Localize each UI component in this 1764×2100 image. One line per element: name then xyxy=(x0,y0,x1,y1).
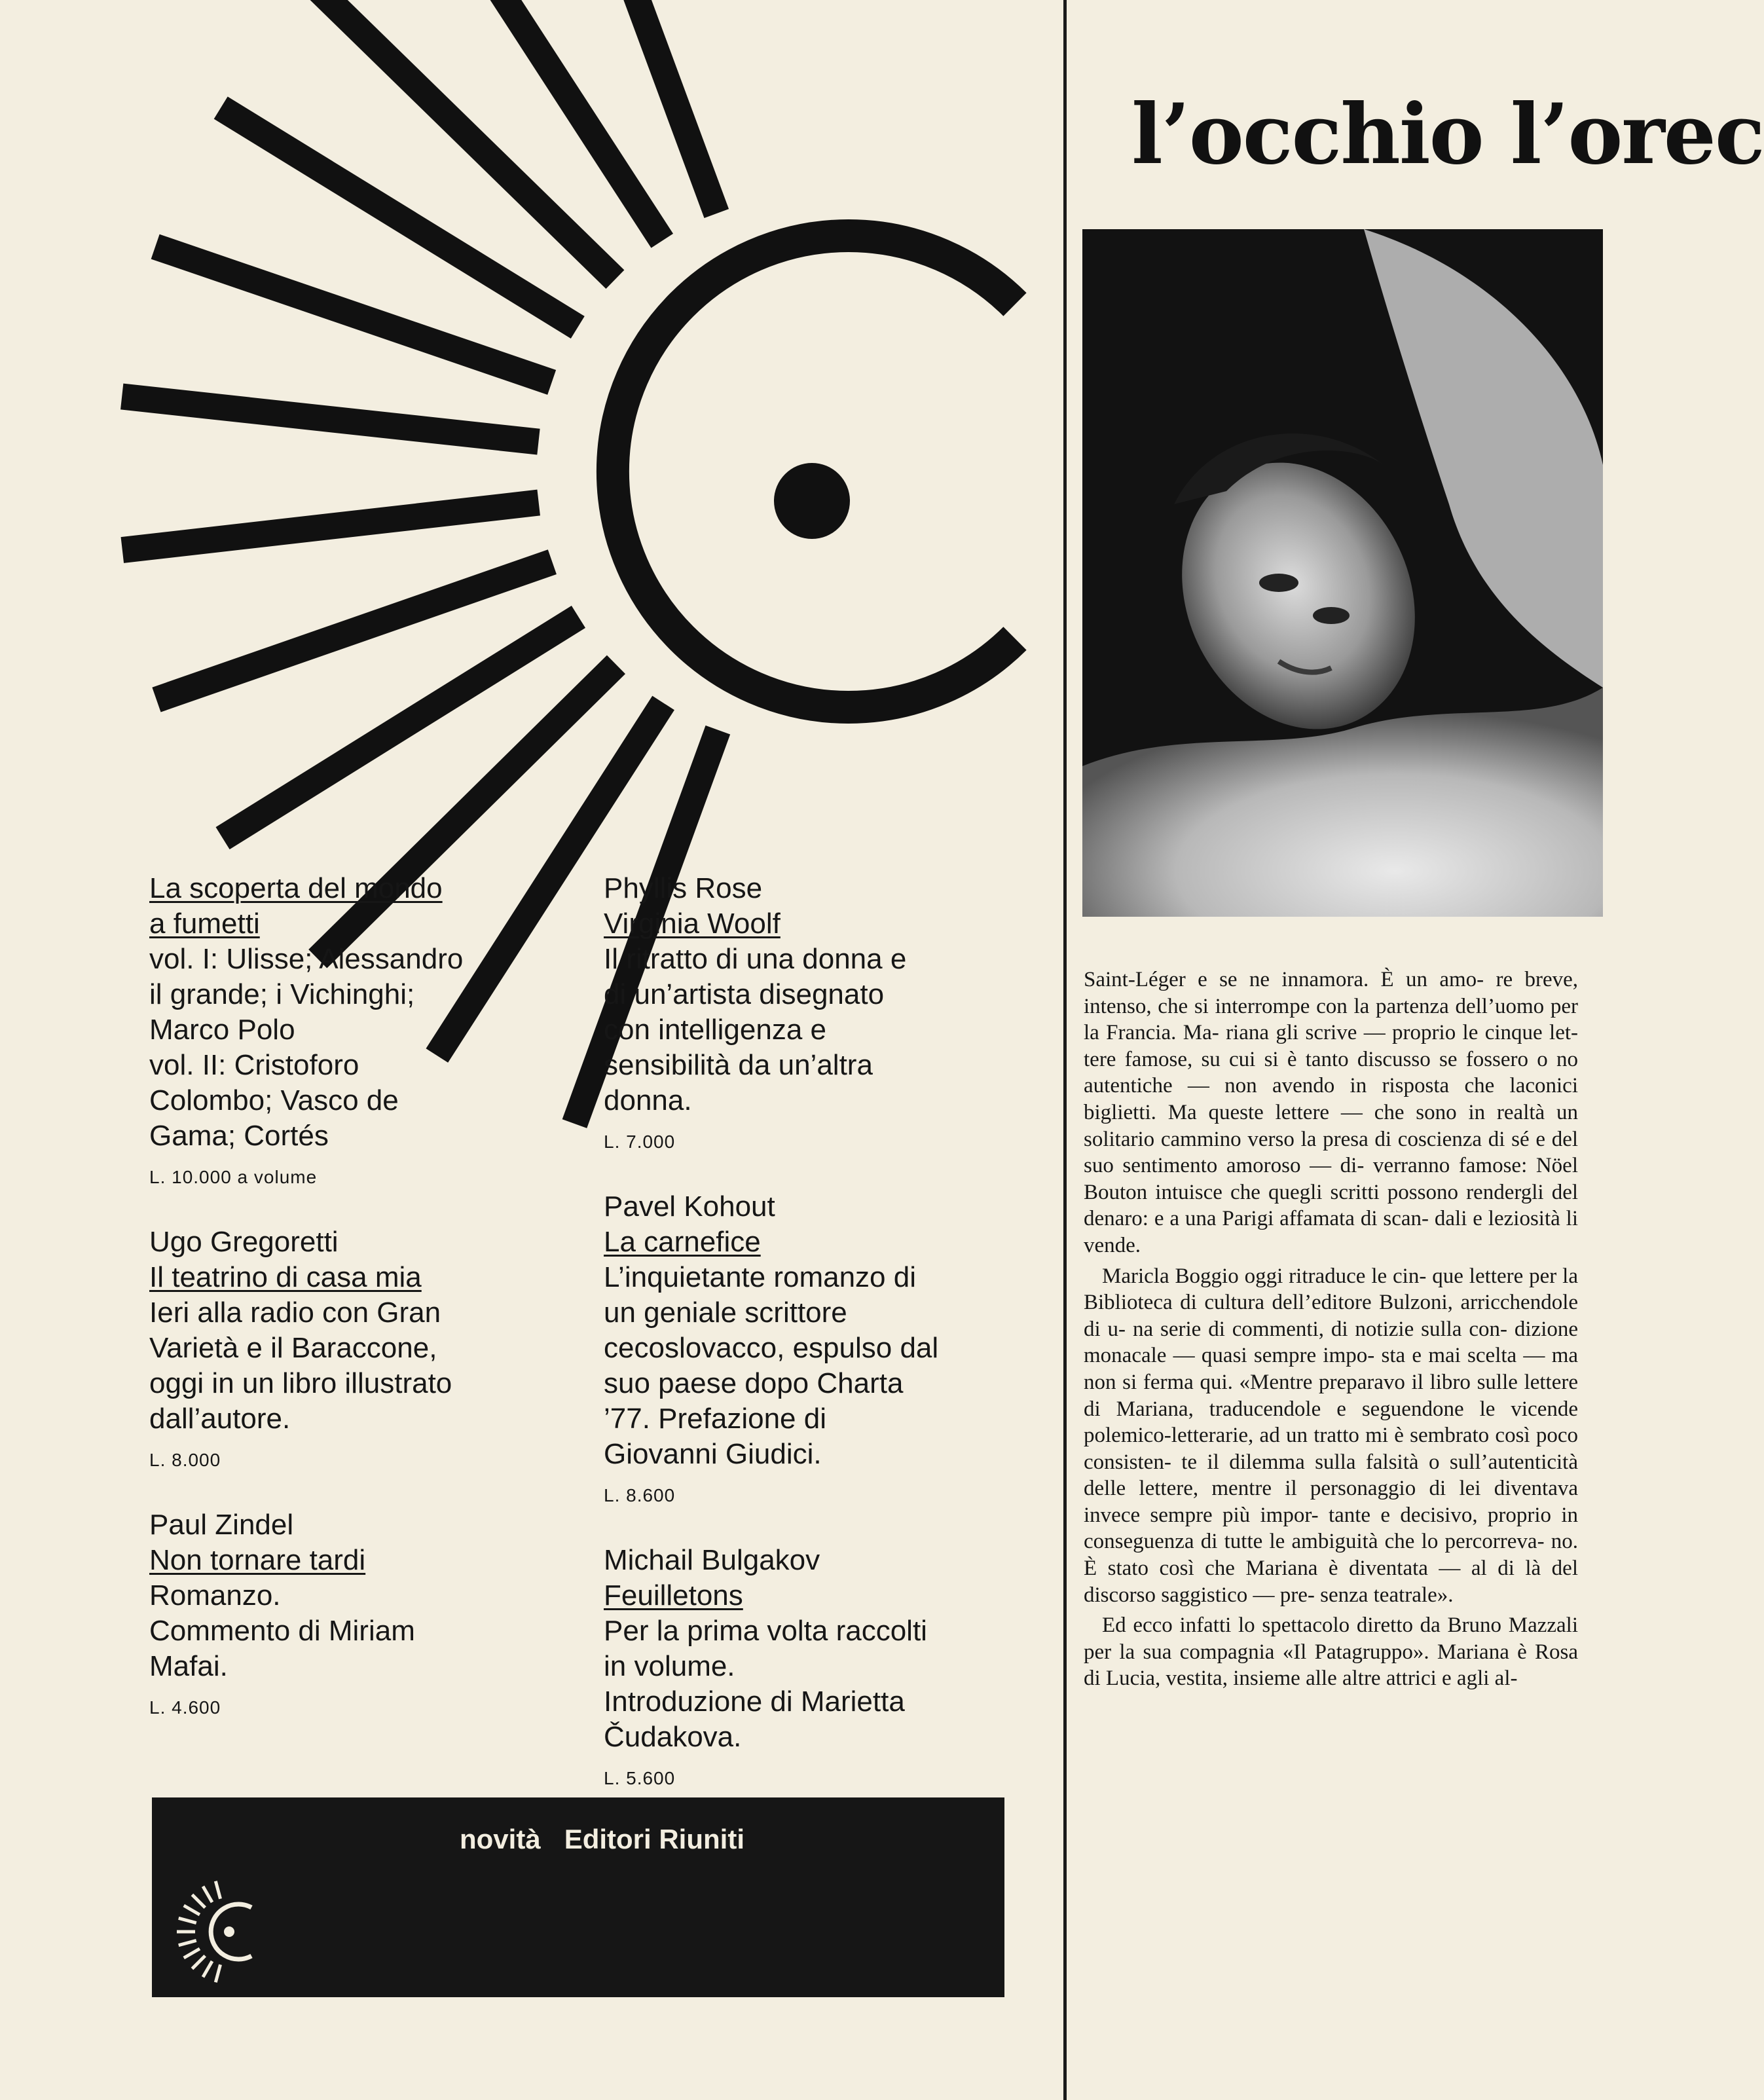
book-description-line: Marco Polo xyxy=(149,1014,295,1046)
book-entry xyxy=(149,871,555,1189)
book-title: Feuilletons xyxy=(604,1579,743,1612)
article-line: riana gli scrive — proprio le cinque let- xyxy=(1226,1021,1579,1045)
article-line: cammino verso la presa di coscienza di xyxy=(1160,1127,1505,1151)
book-description-line: Varietà e il Baraccone, xyxy=(149,1332,437,1364)
book-description-line: Mafai. xyxy=(149,1650,228,1682)
article-line: le vicende polemico-letterarie, ad un xyxy=(1084,1397,1578,1448)
article-paragraph xyxy=(1084,1263,1578,1609)
book-description-line: oggi in un libro illustrato xyxy=(149,1367,452,1399)
article-paragraph xyxy=(1084,1612,1578,1692)
article-photo xyxy=(1082,229,1603,917)
article-line: vestita, insieme alle altre attrici e agli al- xyxy=(1166,1667,1518,1691)
article-line: denaro: e a una Parigi affamata di scan- xyxy=(1084,1207,1429,1231)
book-description-line: suo paese dopo Charta xyxy=(604,1367,904,1399)
article-line: Saint-Léger e se ne innamora. È un amo- xyxy=(1084,968,1484,991)
book-author: Michail Bulgakov xyxy=(604,1544,820,1576)
book-description-line: Il ritratto di una donna e xyxy=(604,943,907,975)
book-price: L. 8.600 xyxy=(604,1485,676,1505)
article-line: la partenza dell’uomo per la Francia. Ma- xyxy=(1084,994,1578,1045)
article-line: fossero o no autentiche — non avendo in xyxy=(1084,1047,1578,1098)
book-description-line: un geniale scrittore xyxy=(604,1297,847,1329)
article-line: — al di là del discorso saggistico — pre- xyxy=(1084,1557,1578,1607)
banner-text xyxy=(460,1824,768,1855)
book-description-line: di un’artista disegnato xyxy=(604,978,885,1010)
article-line: Ed ecco infatti lo spettacolo diretto da xyxy=(1102,1613,1441,1638)
book-description-line: Commento di Miriam xyxy=(149,1615,415,1647)
book-entry xyxy=(149,1507,555,1720)
article-line: re breve, intenso, che si interrompe con xyxy=(1084,968,1578,1018)
book-author: Phyllis Rose xyxy=(604,872,763,904)
book-description-line: Colombo; Vasco de xyxy=(149,1084,399,1116)
book-price: L. 8.000 xyxy=(149,1450,221,1470)
article-line: di Mariana, traducendole e seguendone xyxy=(1084,1397,1464,1421)
book-author: Paul Zindel xyxy=(149,1509,294,1541)
section-header: l’occhio l’orec xyxy=(1131,86,1764,183)
book-description-line: con intelligenza e xyxy=(604,1014,827,1046)
article-line: tere famose, su cui si è tanto discusso se xyxy=(1084,1047,1458,1071)
book-title: Il teatrino di casa mia xyxy=(149,1261,422,1293)
article-body xyxy=(1084,967,1578,1692)
article-line: che quegli scritti possono rendergli del xyxy=(1230,1180,1579,1204)
banner-publisher: Editori Riuniti xyxy=(564,1824,744,1854)
book-description-line: ’77. Prefazione di xyxy=(604,1403,826,1435)
book-entry xyxy=(604,1543,1010,1790)
book-title: La scoperta del mondo xyxy=(149,872,443,904)
article-line: tante e decisivo, proprio in conseguenza xyxy=(1084,1503,1578,1554)
article-line: «Mentre preparavo il libro sulle lettere xyxy=(1239,1370,1579,1394)
book-description-line: in volume. xyxy=(604,1650,735,1682)
article-paragraph xyxy=(1084,967,1578,1259)
editori-riuniti-sun-logo xyxy=(144,72,1061,845)
banner-novita: novità xyxy=(460,1824,541,1854)
book-description-line: Romanzo. xyxy=(149,1579,281,1612)
publisher-banner xyxy=(152,1797,1004,1997)
book-description-line: il grande; i Vichinghi; xyxy=(149,978,415,1010)
small-sun-logo-icon xyxy=(158,1876,270,1987)
article-line: dali e leziosità li vende. xyxy=(1084,1207,1578,1257)
book-description-line: Gama; Cortés xyxy=(149,1120,329,1152)
book-column-right xyxy=(604,871,1010,1826)
article-line: que lettere per la Biblioteca di cultura xyxy=(1084,1264,1578,1315)
book-price: L. 7.000 xyxy=(604,1132,676,1152)
book-price: L. 10.000 a volume xyxy=(149,1167,318,1187)
article-line: lei diventava invece sempre più impor- xyxy=(1084,1477,1578,1527)
book-price: L. 4.600 xyxy=(149,1697,221,1718)
book-description-line: dall’autore. xyxy=(149,1403,291,1435)
book-title: La carnefice xyxy=(604,1226,761,1258)
book-author: Pavel Kohout xyxy=(604,1190,775,1223)
book-title: Non tornare tardi xyxy=(149,1544,366,1576)
book-description-line: Introduzione di Marietta xyxy=(604,1686,905,1718)
book-description-line: cecoslovacco, espulso dal xyxy=(604,1332,939,1364)
article-line: Maricla Boggio oggi ritraduce le cin- xyxy=(1102,1264,1427,1288)
book-author: Ugo Gregoretti xyxy=(149,1226,339,1258)
article-line: Patagruppo». Mariana è Rosa di Lucia, xyxy=(1084,1640,1578,1691)
book-description-line: vol. II: Cristoforo xyxy=(149,1049,359,1081)
photo-illustration xyxy=(1082,229,1603,917)
book-description-line: Čudakova. xyxy=(604,1721,742,1753)
article-line: na serie di commenti, di notizie sulla con- xyxy=(1132,1317,1507,1341)
article-line: sta e mai scelta — ma non si ferma qui. xyxy=(1084,1344,1579,1394)
article-line: dell’editore Bulzoni, arricchendole di u- xyxy=(1084,1291,1579,1341)
article-line: di tutte le ambiguità che lo percorreva- xyxy=(1200,1530,1545,1554)
article-line: senza teatrale». xyxy=(1320,1583,1454,1607)
book-description-line: Ieri alla radio con Gran xyxy=(149,1297,441,1329)
book-description-line: vol. I: Ulisse; Alessandro xyxy=(149,943,464,975)
article-line: risposta che laconici biglietti. Ma queste xyxy=(1084,1074,1578,1124)
book-description-line: Giovanni Giudici. xyxy=(604,1438,822,1470)
book-title: a fumetti xyxy=(149,908,260,940)
book-column-left xyxy=(149,871,555,1755)
article-line: sé e del suo sentimento amoroso — di- xyxy=(1084,1127,1579,1178)
book-entry xyxy=(149,1225,555,1472)
article-line: delle lettere, mentre il personaggio di xyxy=(1084,1477,1446,1501)
article-line: dizione monacale — quasi sempre impo- xyxy=(1084,1317,1579,1368)
article-line: verranno famose: Nöel Bouton intuisce xyxy=(1084,1154,1578,1204)
book-price: L. 5.600 xyxy=(604,1768,676,1788)
book-description-line: Per la prima volta raccolti xyxy=(604,1615,927,1647)
book-entry xyxy=(604,871,1010,1154)
article-line: Bruno Mazzali per la sua compagnia «Il xyxy=(1084,1613,1578,1664)
book-description-line: sensibilità da un’altra xyxy=(604,1049,873,1081)
article-line: tratto mi è sembrato così poco consisten- xyxy=(1084,1424,1578,1474)
article-line: no. È stato così che Mariana è diventata xyxy=(1084,1530,1579,1581)
article-line: lettere — che sono in realtà un solitario xyxy=(1084,1100,1579,1151)
book-title: Virginia Woolf xyxy=(604,908,781,940)
article-line: te il dilemma sulla falsità o sull’autenticità xyxy=(1181,1450,1578,1474)
book-description-line: donna. xyxy=(604,1084,692,1116)
book-description-line: L’inquietante romanzo di xyxy=(604,1261,916,1293)
book-entry xyxy=(604,1189,1010,1507)
